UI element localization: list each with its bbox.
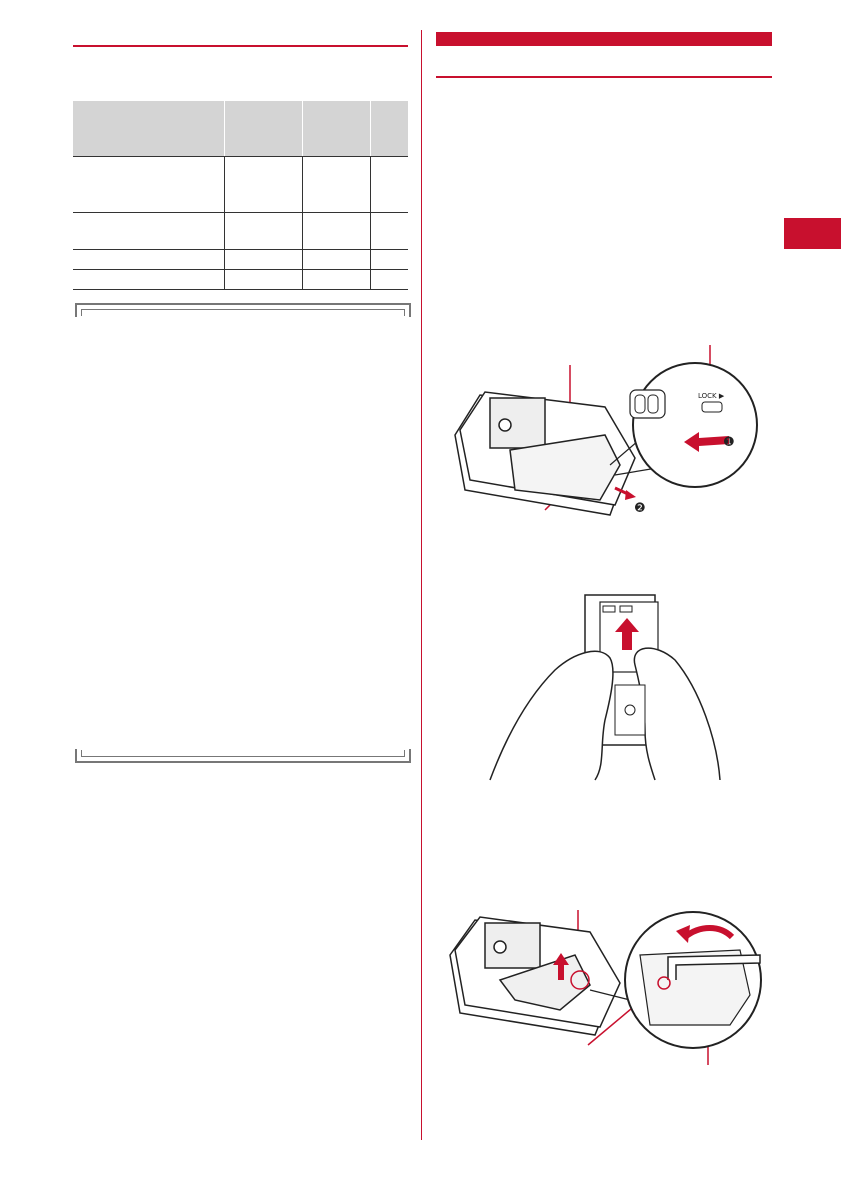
table-row bbox=[73, 212, 408, 250]
hands-sliding-cover-figure bbox=[485, 590, 725, 785]
table-cell bbox=[372, 269, 408, 289]
table-cell bbox=[304, 156, 369, 212]
battery-pack-removal-figure bbox=[440, 895, 770, 1070]
table-header-cell bbox=[372, 101, 408, 156]
table-cell bbox=[372, 249, 408, 269]
column-divider bbox=[421, 30, 422, 1140]
table-row bbox=[73, 249, 408, 270]
table-header-row bbox=[73, 101, 408, 157]
step-1-marker: ❶ bbox=[723, 435, 735, 450]
table-cell bbox=[372, 156, 408, 212]
lock-label: LOCK ▶ bbox=[698, 392, 725, 400]
table-header-cell bbox=[226, 101, 301, 156]
table-row bbox=[73, 269, 408, 290]
table-cell bbox=[304, 249, 369, 269]
table-cell bbox=[73, 269, 223, 289]
table-cell bbox=[226, 212, 301, 249]
phone-back-cover-removal-figure bbox=[440, 340, 770, 520]
note-box-top bbox=[75, 303, 411, 317]
chapter-tab bbox=[784, 218, 841, 249]
table-cell bbox=[73, 212, 223, 249]
table-cell bbox=[73, 249, 223, 269]
table-cell bbox=[226, 249, 301, 269]
step-2-marker: ❷ bbox=[634, 501, 646, 516]
table-cell bbox=[73, 156, 223, 212]
left-section-rule bbox=[73, 45, 408, 47]
table-cell bbox=[226, 156, 301, 212]
table-cell bbox=[372, 212, 408, 249]
right-section-rule bbox=[436, 76, 772, 78]
table-header-cell bbox=[304, 101, 369, 156]
table-cell bbox=[304, 212, 369, 249]
table-header-cell bbox=[73, 101, 223, 156]
table-cell bbox=[226, 269, 301, 289]
table-row bbox=[73, 156, 408, 213]
note-box-frame bbox=[75, 303, 407, 763]
note-box-bottom bbox=[75, 749, 411, 763]
table-cell bbox=[304, 269, 369, 289]
right-section-bar bbox=[436, 32, 772, 46]
